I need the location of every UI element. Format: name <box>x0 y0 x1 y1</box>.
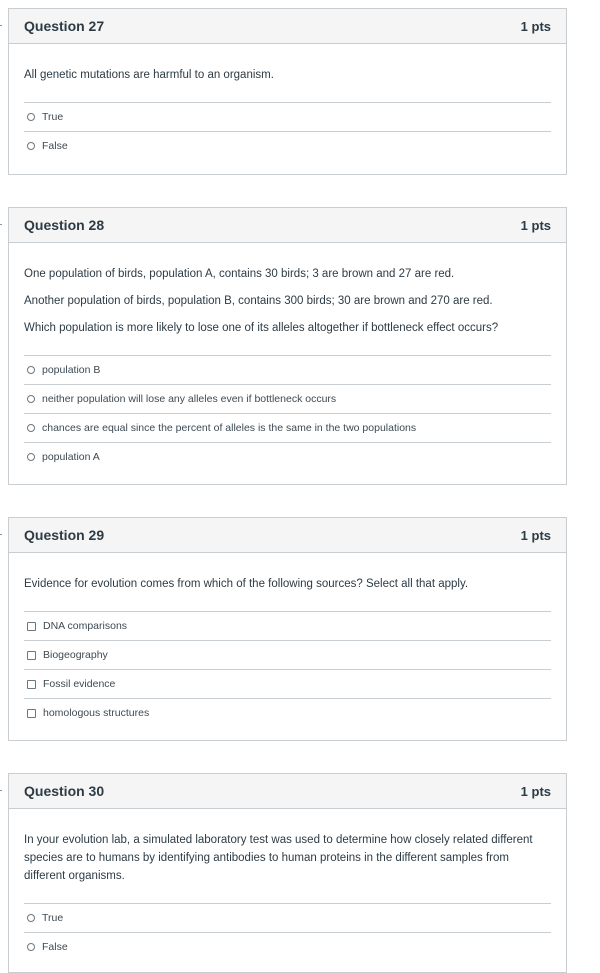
question-marker <box>0 25 2 26</box>
answer-label: homologous structures <box>43 707 150 719</box>
answer-option[interactable] <box>24 355 551 384</box>
question-header <box>9 9 566 44</box>
answer-option[interactable] <box>24 611 551 640</box>
answer-option[interactable] <box>24 932 551 961</box>
radio-button[interactable] <box>27 943 35 951</box>
answer-option[interactable] <box>24 413 551 442</box>
radio-button[interactable] <box>27 424 35 432</box>
answer-label: False <box>42 140 68 152</box>
question-header <box>9 208 566 243</box>
answer-option[interactable] <box>24 698 551 727</box>
answer-label: Biogeography <box>43 649 108 661</box>
question-marker <box>0 534 2 535</box>
radio-button[interactable] <box>27 142 35 150</box>
checkbox[interactable] <box>27 680 36 689</box>
answer-option[interactable] <box>24 131 551 160</box>
answer-option[interactable] <box>24 384 551 413</box>
question-text: In your evolution lab, a simulated laboratory test was used to determine how closely related different species are to humans by identifying antibodies to human proteins in the different samples from different organisms. <box>24 834 533 882</box>
question-text: Evidence for evolution comes from which of the following sources? Select all that apply. <box>24 578 469 590</box>
question-points: 1 pts <box>520 18 551 34</box>
answer-option[interactable] <box>24 442 551 471</box>
answer-label: chances are equal since the percent of alleles is the same in the two populations <box>42 422 417 434</box>
radio-button[interactable] <box>27 395 35 403</box>
question-28 <box>8 207 567 485</box>
checkbox[interactable] <box>27 651 36 660</box>
answer-option[interactable] <box>24 669 551 698</box>
answer-list <box>24 903 551 961</box>
question-points: 1 pts <box>520 783 551 799</box>
answer-label: population B <box>42 364 101 376</box>
answer-option[interactable] <box>24 640 551 669</box>
question-text: Another population of birds, population B, contains 300 birds; 30 are brown and 270 are red. <box>24 295 493 307</box>
question-29 <box>8 517 567 741</box>
answer-label: neither population will lose any alleles even if bottleneck occurs <box>42 393 337 405</box>
question-header <box>9 774 566 809</box>
question-title: Question 30 <box>24 783 105 799</box>
answer-list <box>24 355 551 471</box>
answer-label: population A <box>42 451 100 463</box>
question-card <box>8 773 567 973</box>
question-text: Which population is more likely to lose one of its alleles altogether if bottleneck effect occurs? <box>24 322 499 334</box>
question-marker <box>0 224 2 225</box>
answer-option[interactable] <box>24 102 551 131</box>
question-title: Question 27 <box>24 18 105 34</box>
question-points: 1 pts <box>520 217 551 233</box>
answer-label: True <box>42 912 64 924</box>
question-text: One population of birds, population A, contains 30 birds; 3 are brown and 27 are red. <box>24 268 455 280</box>
question-points: 1 pts <box>520 527 551 543</box>
checkbox[interactable] <box>27 622 36 631</box>
question-title: Question 29 <box>24 527 105 543</box>
question-title: Question 28 <box>24 217 105 233</box>
question-card <box>8 207 567 485</box>
answer-label: True <box>42 111 64 123</box>
answer-label: DNA comparisons <box>43 620 128 632</box>
answer-list <box>24 102 551 160</box>
answer-list <box>24 611 551 727</box>
question-card <box>8 517 567 741</box>
radio-button[interactable] <box>27 914 35 922</box>
radio-button[interactable] <box>27 113 35 121</box>
question-header <box>9 518 566 553</box>
question-27 <box>8 8 567 175</box>
question-marker <box>0 790 2 791</box>
radio-button[interactable] <box>27 366 35 374</box>
checkbox[interactable] <box>27 709 36 718</box>
question-card <box>8 8 567 175</box>
question-30 <box>8 773 567 973</box>
answer-label: Fossil evidence <box>43 678 116 690</box>
radio-button[interactable] <box>27 453 35 461</box>
answer-label: False <box>42 941 68 953</box>
question-text: All genetic mutations are harmful to an organism. <box>24 69 274 81</box>
answer-option[interactable] <box>24 903 551 932</box>
